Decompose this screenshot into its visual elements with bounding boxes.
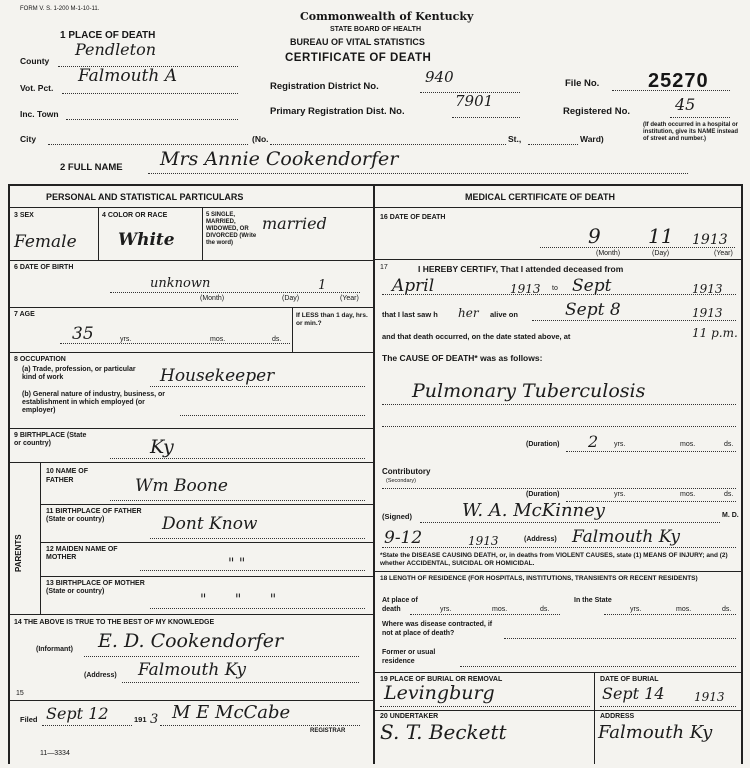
- mother-label: 12 MAIDEN NAME OF MOTHER: [46, 546, 118, 561]
- sex-label: 3 SEX: [14, 212, 34, 219]
- cause-value: Pulmonary Tuberculosis: [412, 380, 646, 402]
- bureau-title: BUREAU OF VITAL STATISTICS: [290, 37, 425, 47]
- contributory-yrs: yrs.: [614, 491, 626, 498]
- duration-yrs: yrs.: [614, 441, 626, 448]
- dob-label: 6 DATE OF BIRTH: [14, 264, 74, 271]
- place-of-death-heading: 1 PLACE OF DEATH: [60, 30, 156, 41]
- certificate-title: CERTIFICATE OF DEATH: [285, 52, 432, 64]
- in-state-mos: mos.: [676, 606, 692, 613]
- duration-mos: mos.: [680, 441, 696, 448]
- death-year-value: 1913: [692, 232, 728, 248]
- full-name-label: 2 FULL NAME: [60, 162, 123, 173]
- informant-label: (Informant): [36, 646, 73, 653]
- attended-from-value: April: [392, 276, 435, 296]
- color-label: 4 COLOR OR RACE: [102, 212, 168, 219]
- registrar-label: REGISTRAR: [310, 728, 346, 734]
- at-place-ds: ds.: [540, 606, 550, 613]
- dob-year-caption: (Year): [340, 295, 359, 302]
- alive-on-label: alive on: [490, 310, 518, 319]
- burial-place-value: Levingburg: [384, 682, 495, 704]
- in-state-ds: ds.: [722, 606, 732, 613]
- signed-value: W. A. McKinney: [462, 500, 605, 521]
- primary-label: Primary Registration Dist. No.: [270, 106, 405, 117]
- in-state-label: In the State: [574, 597, 612, 604]
- occurred-time: 11 p.m.: [692, 326, 738, 340]
- secondary-label: (Secondary): [386, 478, 416, 484]
- district-value: 940: [425, 68, 454, 86]
- ward-label: Ward): [580, 134, 604, 144]
- burial-date-label: DATE OF BURIAL: [600, 676, 659, 683]
- cause-label: The CAUSE OF DEATH* was as follows:: [382, 353, 543, 363]
- board-title: STATE BOARD OF HEALTH: [330, 26, 421, 33]
- file-number: 25270: [648, 70, 709, 92]
- registered-value: 45: [675, 95, 696, 114]
- occupation-label: 8 OCCUPATION: [14, 356, 66, 363]
- sex-value: Female: [14, 232, 77, 252]
- burial-date-value: Sept 14: [602, 684, 665, 703]
- father-value: Wm Boone: [135, 476, 228, 496]
- birthplace-label: 9 BIRTHPLACE (State or country): [14, 432, 87, 447]
- informant-address-value: Falmouth Ky: [138, 660, 246, 680]
- certify-statement: I HEREBY CERTIFY, That I attended deceased from: [418, 264, 624, 274]
- occupation-a-label: (a) Trade, profession, or particular kind of work: [22, 366, 136, 381]
- death-month-value: 9: [588, 224, 601, 248]
- last-saw-value: Sept 8: [565, 300, 621, 320]
- dob-month-caption: (Month): [200, 295, 225, 302]
- in-state-yrs: yrs.: [630, 606, 642, 613]
- undertaker-address-label: ADDRESS: [600, 713, 635, 720]
- filed-year-value: 3: [150, 712, 159, 727]
- death-day-value: 11: [648, 224, 674, 248]
- parents-label: PARENTS: [14, 534, 23, 572]
- true-statement-label: 14 THE ABOVE IS TRUE TO THE BEST OF MY KNOWLEDGE: [14, 619, 215, 626]
- age-yrs-caption: yrs.: [120, 336, 132, 343]
- age-label: 7 AGE: [14, 311, 35, 318]
- certify-number: 17: [380, 264, 388, 271]
- birthplace-value: Ky: [150, 436, 174, 458]
- mother-birthplace-label: 13 BIRTHPLACE OF MOTHER (State or country): [46, 580, 145, 595]
- street-label: St.,: [508, 134, 522, 144]
- color-value: White: [118, 230, 175, 250]
- county-value: Pendleton: [75, 40, 157, 59]
- informant-value: E. D. Cookendorfer: [98, 630, 284, 652]
- file-label: File No.: [565, 78, 600, 89]
- cause-footnote: *State the DISEASE CAUSING DEATH, or, in deaths from VIOLENT CAUSES, state (1) MEANS OF INJURY; and (2) whether ACCIDENTAL, SUICIDAL OR HOMICIDAL.: [380, 552, 728, 567]
- commonwealth-title: Commonwealth of Kentucky: [300, 10, 474, 23]
- informant-address-label: (Address): [84, 672, 117, 679]
- at-place-mos: mos.: [492, 606, 508, 613]
- attended-to-year: 1913: [692, 282, 723, 296]
- personal-heading: PERSONAL AND STATISTICAL PARTICULARS: [46, 192, 244, 202]
- residence-label: 18 LENGTH OF RESIDENCE (FOR HOSPITALS, INSTITUTIONS, TRANSIENTS OR RECENT RESIDENTS): [380, 575, 698, 582]
- father-label: 10 NAME OF FATHER: [46, 468, 89, 484]
- contributory-duration-label: (Duration): [526, 491, 560, 498]
- father-birthplace-value: Dont Know: [162, 514, 258, 534]
- attended-from-year: 1913: [510, 282, 541, 296]
- vot-value: Falmouth A: [78, 66, 177, 86]
- contributory-ds: ds.: [724, 491, 734, 498]
- registered-label: Registered No.: [563, 106, 631, 117]
- marital-value: married: [262, 214, 327, 233]
- undertaker-address-value: Falmouth Ky: [598, 722, 713, 743]
- signed-address-label: (Address): [524, 536, 557, 543]
- former-residence-label: Former or usual residence: [382, 649, 436, 665]
- form-id: FORM V. S. 1-200 M-1-10-11.: [20, 6, 100, 12]
- signed-address-value: Falmouth Ky: [572, 527, 680, 547]
- mother-birthplace-value: " " ": [200, 592, 289, 608]
- contracted-label: Where was disease contracted, if not at place of death?: [382, 621, 493, 637]
- death-day-caption: (Day): [652, 250, 670, 257]
- last-saw-label: that I last saw h: [382, 310, 438, 319]
- filed-number: 15: [16, 690, 24, 697]
- signed-year: 1913: [468, 534, 499, 548]
- occurred-label: and that death occurred, on the date stated above, at: [382, 332, 571, 341]
- attended-to-label: to: [552, 285, 558, 292]
- last-saw-her: her: [458, 306, 479, 320]
- death-month-caption: (Month): [596, 250, 621, 257]
- county-label: County: [20, 56, 50, 66]
- occupation-b-label: (b) General nature of industry, business, or establishment in which employed (or employer): [22, 391, 166, 414]
- inc-town-label: Inc. Town: [20, 109, 59, 119]
- district-label: Registration District No.: [270, 81, 379, 92]
- contributory-label: Contributory: [382, 467, 431, 476]
- death-year-caption: (Year): [714, 250, 733, 257]
- ward-note: (If death occurred in a hospital or institution, give its NAME instead of street and number.): [643, 122, 739, 142]
- duration-label: (Duration): [526, 441, 560, 448]
- duration-value: 2: [588, 432, 599, 451]
- filed-year-prefix: 191: [134, 715, 147, 724]
- age-ds-caption: ds.: [272, 336, 282, 343]
- filed-date: Sept 12: [46, 704, 109, 723]
- undertaker-label: 20 UNDERTAKER: [380, 713, 439, 720]
- medical-heading: MEDICAL CERTIFICATE OF DEATH: [465, 192, 615, 202]
- dob-day-value: 1: [318, 278, 327, 293]
- at-place-label: At place of death: [382, 597, 418, 613]
- signed-date: 9-12: [384, 528, 423, 548]
- footer-code: 11—3334: [40, 750, 70, 757]
- occupation-value: Housekeeper: [160, 366, 275, 386]
- mother-value: " ": [228, 556, 246, 572]
- age-mos-caption: mos.: [210, 336, 226, 343]
- full-name-value: Mrs Annie Cookendorfer: [160, 148, 399, 170]
- last-saw-year: 1913: [692, 306, 723, 320]
- marital-label: 5 SINGLE, MARRIED, WIDOWED, OR DIVORCED (Write the word): [206, 212, 257, 246]
- death-date-label: 16 DATE OF DEATH: [380, 214, 446, 221]
- attended-to-value: Sept: [572, 276, 612, 296]
- signed-label: (Signed): [382, 512, 412, 521]
- at-place-yrs: yrs.: [440, 606, 452, 613]
- burial-place-label: 19 PLACE OF BURIAL OR REMOVAL: [380, 676, 503, 683]
- filed-label: Filed: [20, 715, 38, 724]
- signed-md: M. D.: [722, 512, 739, 519]
- contributory-mos: mos.: [680, 491, 696, 498]
- primary-value: 7901: [455, 92, 494, 110]
- dob-day-caption: (Day): [282, 295, 300, 302]
- street-no-label: (No.: [252, 134, 269, 144]
- registrar-signature: M E McCabe: [172, 702, 291, 723]
- city-label: City: [20, 134, 37, 144]
- vot-label: Vot. Pct.: [20, 83, 54, 93]
- age-less-label: If LESS than 1 day, hrs. or min.?: [296, 312, 368, 327]
- duration-ds: ds.: [724, 441, 734, 448]
- father-birthplace-label: 11 BIRTHPLACE OF FATHER (State or country): [46, 508, 142, 523]
- burial-year-value: 1913: [694, 690, 725, 704]
- undertaker-value: S. T. Beckett: [380, 720, 507, 744]
- dob-value: unknown: [150, 276, 211, 291]
- age-value: 35: [72, 324, 94, 344]
